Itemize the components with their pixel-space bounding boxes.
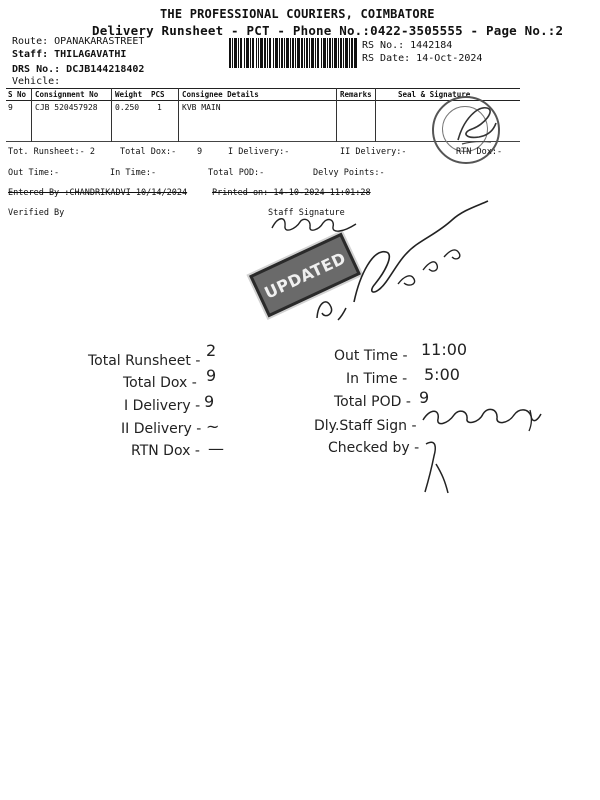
vehicle-field: Vehicle: xyxy=(12,76,61,87)
column-header-consignment: Consignment No xyxy=(35,90,99,99)
page-title: THE PROFESSIONAL COURIERS, COIMBATORE xyxy=(160,7,435,21)
hw-rtn-dox-label: RTN Dox - xyxy=(131,443,200,459)
verified-by-label: Verified By xyxy=(8,208,65,218)
hw-i-delivery-label: I Delivery - xyxy=(124,398,201,414)
delivery-points-label: Delvy Points:- xyxy=(313,168,385,178)
printed-on: Printed on: 14-10-2024 11:01:28 xyxy=(212,188,371,198)
hw-i-delivery-value: 9 xyxy=(204,392,215,411)
column-header-remarks: Remarks xyxy=(340,90,372,99)
column-header-consignee: Consignee Details xyxy=(182,90,259,99)
hw-out-time-value: 11:00 xyxy=(421,340,468,359)
rs-date: RS Date: 14-Oct-2024 xyxy=(362,53,483,64)
hw-ii-delivery-label: II Delivery - xyxy=(121,421,202,437)
handwritten-signature-icon xyxy=(312,200,492,330)
total-runsheet-printed: Tot. Runsheet:- 2 xyxy=(8,147,95,157)
hw-total-pod-label: Total POD - xyxy=(334,394,411,410)
staff-field: Staff: THILAGAVATHI xyxy=(12,49,127,60)
hw-in-time-label: In Time - xyxy=(346,371,408,387)
hw-ii-delivery-value: ~ xyxy=(206,417,220,436)
row-consignee: KVB MAIN xyxy=(182,103,221,112)
hw-total-dox-value: 9 xyxy=(206,366,217,385)
staff-signature-label: Staff Signature xyxy=(268,208,345,218)
table-column-divider xyxy=(375,88,376,142)
table-top-border xyxy=(6,88,520,89)
hw-total-pod-value: 9 xyxy=(419,388,430,407)
hw-dly-staff-sign-label: Dly.Staff Sign - xyxy=(314,418,417,434)
hw-checked-by-label: Checked by - xyxy=(328,440,420,456)
total-pod-label: Total POD:- xyxy=(208,168,265,178)
row-pcs: 1 xyxy=(157,103,162,112)
route-field: Route: OPANAKARASTREET xyxy=(12,36,145,47)
table-column-divider xyxy=(111,88,112,142)
entered-by: Entered By :CHANDRIKADVI 10/14/2024 xyxy=(8,188,188,198)
runsheet-subtitle: Delivery Runsheet - PCT - Phone No.:0422-3505555 - Page No.:2 xyxy=(92,23,564,38)
rtn-dox-label: RTN Dox:- xyxy=(456,147,503,157)
column-header-seal-signature: Seal & Signature xyxy=(398,90,471,99)
drs-field: DRS No.: DCJB144218402 xyxy=(12,64,145,75)
ii-delivery-label: II Delivery:- xyxy=(340,147,407,157)
in-time-label: In Time:- xyxy=(110,168,157,178)
column-header-sno: S No xyxy=(8,90,27,99)
checked-by-signature-icon xyxy=(420,436,454,496)
i-delivery-label: I Delivery:- xyxy=(228,147,290,157)
table-column-divider xyxy=(178,88,179,142)
column-header-pcs: PCS xyxy=(151,90,165,99)
table-column-divider xyxy=(336,88,337,142)
hw-total-runsheet-label: Total Runsheet - xyxy=(88,353,201,369)
hw-total-runsheet-value: 2 xyxy=(206,341,217,360)
updated-stamp: UPDATED xyxy=(249,233,361,318)
hw-in-time-value: 5:00 xyxy=(424,365,460,384)
dly-staff-signature-icon xyxy=(418,404,544,432)
table-header-divider xyxy=(6,100,520,101)
row-sno: 9 xyxy=(8,103,13,112)
signature-scribble-icon xyxy=(444,98,506,152)
total-dox-label: Total Dox:- xyxy=(120,147,177,157)
table-column-divider xyxy=(31,88,32,142)
hw-total-dox-label: Total Dox - xyxy=(123,375,197,391)
total-dox-value: 9 xyxy=(197,147,203,157)
hw-rtn-dox-value: — xyxy=(208,439,224,458)
rs-number: RS No.: 1442184 xyxy=(362,40,453,51)
column-header-weight: Weight xyxy=(115,90,143,99)
hw-out-time-label: Out Time - xyxy=(334,348,408,364)
barcode-icon xyxy=(229,38,357,68)
row-weight: 0.250 xyxy=(115,103,140,112)
out-time-label: Out Time:- xyxy=(8,168,60,178)
row-consignment-no: CJB 520457928 xyxy=(35,103,98,112)
